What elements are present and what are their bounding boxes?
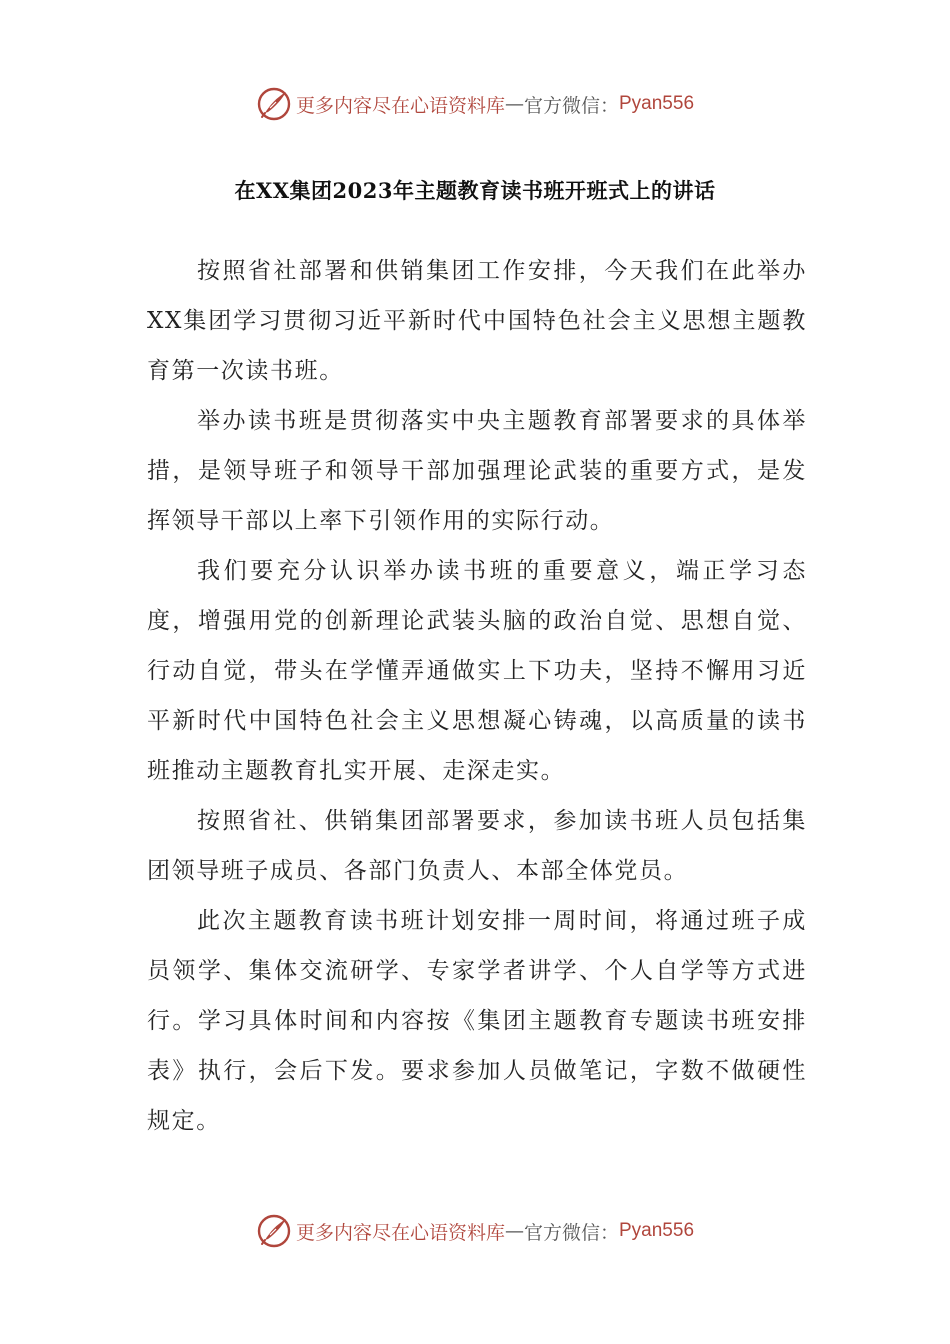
paragraph: 按照省社、供销集团部署要求，参加读书班人员包括集团领导班子成员、各部门负责人、本部全体党员。: [147, 808, 807, 884]
watermark-separator: —: [504, 1220, 524, 1242]
header-watermark: [0, 84, 950, 124]
watermark-separator: —: [504, 93, 524, 115]
quill-pen-icon: [256, 1213, 292, 1249]
watermark-wechat-id: Pyan556: [619, 93, 695, 114]
document-body: [147, 246, 807, 1146]
quill-pen-icon: [256, 86, 292, 122]
paragraph: 我们要充分认识举办读书班的重要意义，端正学习态度，增强用党的创新理论武装头脑的政治自觉、思想自觉、行动自觉，带头在学懂弄通做实上下功夫，坚持不懈用习近平新时代中国特色社会主义思想凝心铸魂，以高质量的读书班推动主题教育扎实开展、走深走实。: [147, 558, 807, 784]
watermark-official-label: 官方微信：: [523, 1221, 619, 1244]
watermark-brand-text: 更多内容尽在心语资料库: [295, 94, 505, 117]
paragraph: 按照省社部署和供销集团工作安排，今天我们在此举办XX集团学习贯彻习近平新时代中国特色社会主义思想主题教育第一次读书班。: [147, 258, 807, 384]
paragraph: 举办读书班是贯彻落实中央主题教育部署要求的具体举措，是领导班子和领导干部加强理论武装的重要方式，是发挥领导干部以上率下引领作用的实际行动。: [147, 408, 807, 534]
watermark-brand-text: 更多内容尽在心语资料库: [295, 1221, 505, 1244]
paragraph: 此次主题教育读书班计划安排一周时间，将通过班子成员领学、集体交流研学、专家学者讲学、个人自学等方式进行。学习具体时间和内容按《集团主题教育专题读书班安排表》执行，会后下发。要求参加人员做笔记，字数不做硬性规定。: [147, 908, 807, 1134]
watermark-official-label: 官方微信：: [523, 94, 619, 117]
watermark-wechat-id: Pyan556: [619, 1220, 695, 1241]
footer-watermark: [0, 1211, 950, 1251]
document-title: 在XX集团2023年主题教育读书班开班式上的讲话: [234, 178, 716, 203]
